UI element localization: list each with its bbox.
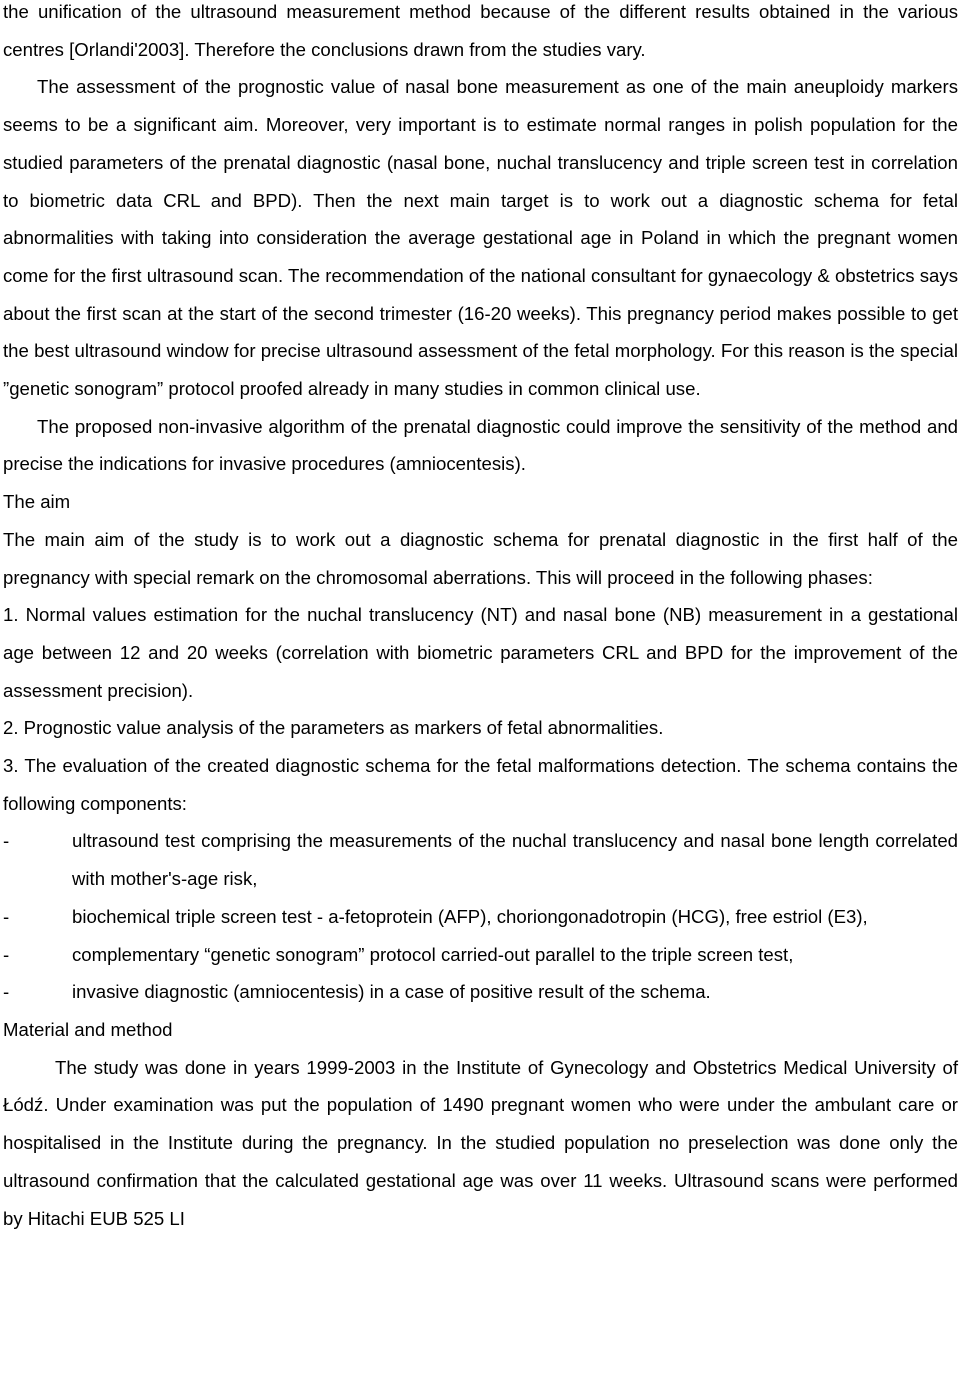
aim-phase-2: 2. Prognostic value analysis of the parameters as markers of fetal abnormalities. xyxy=(3,717,664,739)
schema-component-2 xyxy=(3,898,958,936)
method-heading: Material and method xyxy=(3,1018,173,1040)
method-paragraph: The study was done in years 1999-2003 in the Institute of Gynecology and Obstetrics Medical University of Łódź. Under examination was put the population of 1490 pregnant women who were under the ambulant care or hospitalised in the Institute during the pregnancy. In the studied population no preselection was done only the ultrasound confirmation that the calculated gestational age was over 11 weeks. Ultrasound scans were performed by Hitachi EUB 525 LI xyxy=(3,1056,958,1229)
aim-phase-1: 1. Normal values estimation for the nuchal translucency (NT) and nasal bone (NB) measurement in a gestational age between 12 and 20 weeks (correlation with biometric parameters CRL and BPD for the improvement of the assessment precision). xyxy=(3,604,958,701)
body-paragraph-2: The assessment of the prognostic value of nasal bone measurement as one of the main aneuploidy markers seems to be a significant aim. Moreover, very important is to estimate normal ranges in polish population for the studied parameters of the prenatal diagnostic (nasal bone, nuchal translucency and triple screen test in correlation to biometric data CRL and BPD). Then the next main target is to work out a diagnostic schema for fetal abnormalities with taking into consideration the average gestational age in Poland in which the pregnant women come for the first ultrasound scan. The recommendation of the national consultant for gynaecology & obstetrics says about the first scan at the start of the second trimester (16-20 weeks). This pregnancy period makes possible to get the best ultrasound window for precise ultrasound assessment of the fetal morphology. For this reason is the special ”genetic sonogram” protocol proofed already in many studies in common clinical use. xyxy=(3,76,958,400)
body-paragraph-1: the unification of the ultrasound measurement method because of the different results obtained in the various centres [Orlandi'2003]. Therefore the conclusions drawn from the studies vary. xyxy=(3,1,958,60)
schema-component-text: biochemical triple screen test - a-fetoprotein (AFP), choriongonadotropin (HCG), free estriol (E3), xyxy=(72,905,868,927)
schema-components-list xyxy=(3,822,958,1011)
list-dash: - xyxy=(3,943,10,965)
schema-component-text: ultrasound test comprising the measurements of the nuchal translucency and nasal bone length correlated with mother's-age risk, xyxy=(72,830,958,890)
schema-component-text: invasive diagnostic (amniocentesis) in a case of positive result of the schema. xyxy=(72,981,711,1003)
list-dash: - xyxy=(3,905,10,927)
schema-component-4 xyxy=(3,973,958,1011)
schema-component-text: complementary “genetic sonogram” protocol carried-out parallel to the triple screen test, xyxy=(72,943,794,965)
aim-intro-paragraph: The main aim of the study is to work out a diagnostic schema for prenatal diagnostic in the first half of the pregnancy with special remark on the chromosomal aberrations. This will proceed in the following phases: xyxy=(3,528,958,588)
list-dash: - xyxy=(3,830,10,852)
list-dash: - xyxy=(3,981,10,1003)
schema-component-1 xyxy=(3,822,958,897)
body-paragraph-3: The proposed non-invasive algorithm of the prenatal diagnostic could improve the sensitivity of the method and precise the indications for invasive procedures (amniocentesis). xyxy=(3,415,958,475)
schema-component-3 xyxy=(3,936,958,974)
document-page xyxy=(3,0,958,1237)
aim-heading: The aim xyxy=(3,491,71,513)
aim-phase-3: 3. The evaluation of the created diagnostic schema for the fetal malformations detection. The schema contains the following components: xyxy=(3,755,958,814)
